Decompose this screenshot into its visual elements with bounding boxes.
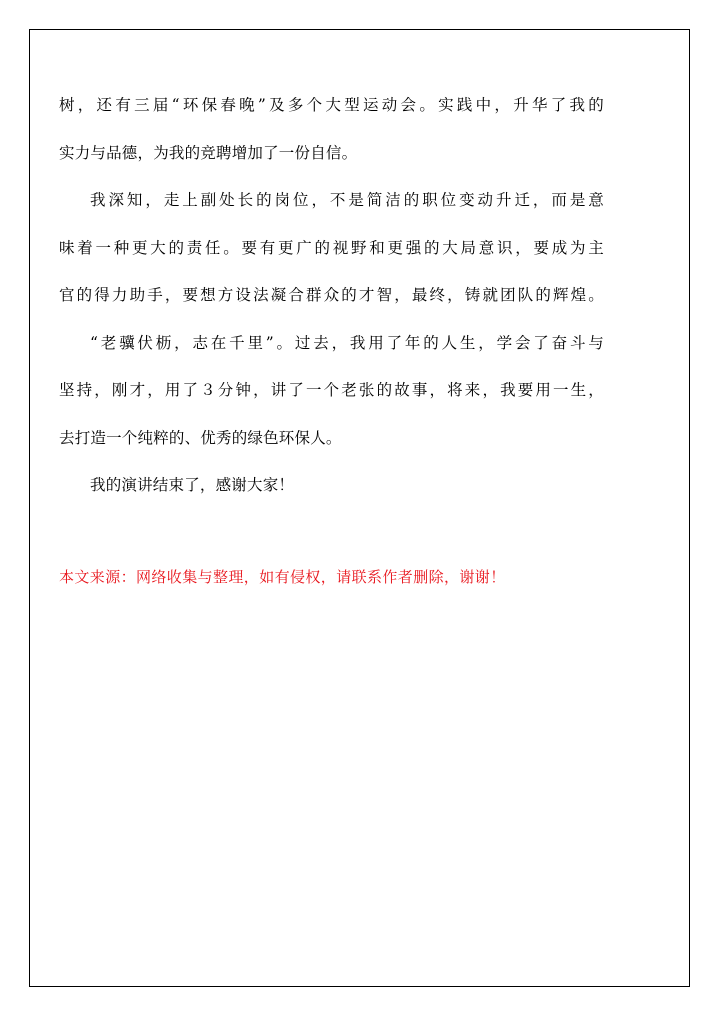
text-line: 实力与品德，为我的竞聘增加了一份自信。 [59, 143, 358, 162]
closing-line: 我的演讲结束了，感谢大家！ [90, 476, 295, 494]
text-line: 官的得力助手，要想方设法凝合群众的才智，最终，铸就团队的辉煌。 [59, 286, 604, 304]
paragraph-first-line: 我深知，走上副处长的岗位，不是简洁的职位变动升迁，而是意 [90, 191, 604, 209]
source-note: 本文来源：网络收集与整理，如有侵权，请联系作者删除，谢谢！ [59, 568, 506, 586]
text-line: 味着一种更大的责任。要有更广的视野和更强的大局意识，要成为主 [59, 238, 604, 257]
document-body [59, 94, 604, 496]
paragraph-first-line: “老骥伏枥，志在千里”。过去，我用了年的人生，学会了奋斗与 [90, 333, 604, 352]
text-line: 去打造一个纯粹的、优秀的绿色环保人。 [59, 428, 342, 447]
text-line: 树，还有三届“环保春晚”及多个大型运动会。实践中，升华了我的 [59, 96, 604, 114]
text-line: 坚持，刚才，用了３分钟，讲了一个老张的故事，将来，我要用一生， [59, 381, 604, 399]
